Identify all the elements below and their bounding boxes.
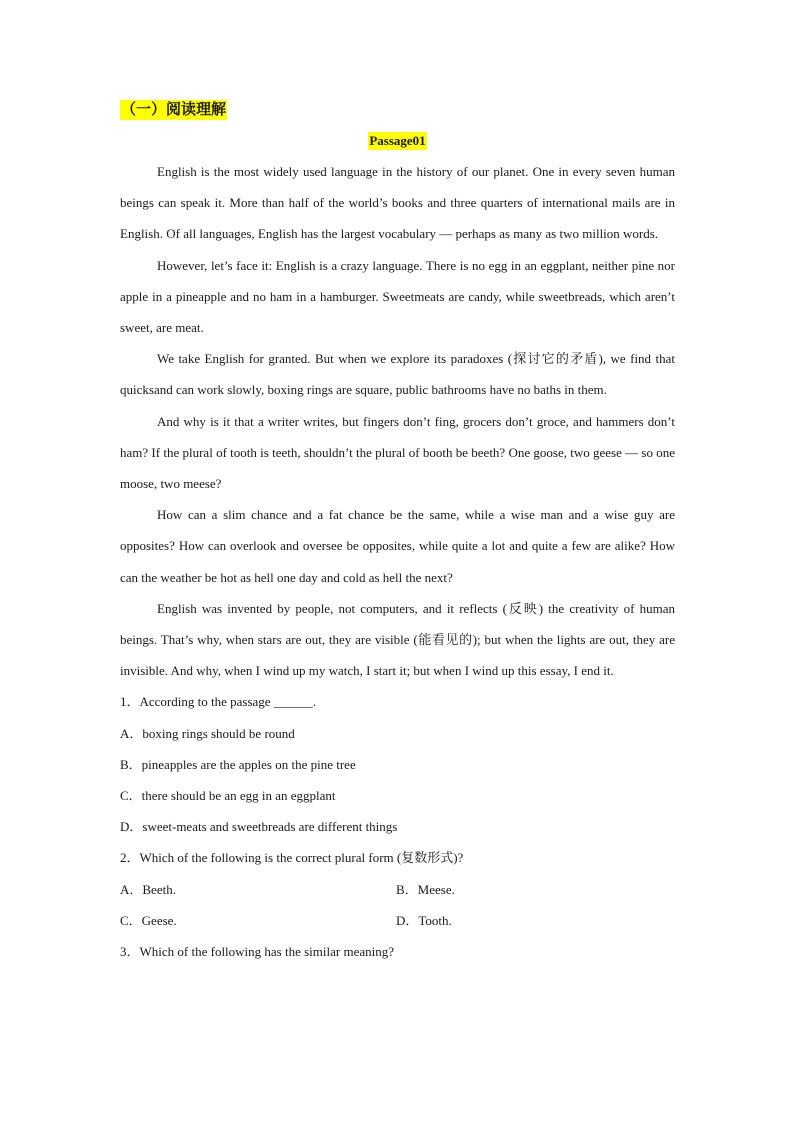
option-d: D．Tooth. [396,912,452,928]
question-3 [120,936,675,967]
option-a: A．boxing rings should be round [120,725,295,741]
section-heading [120,100,675,120]
option-a: A．Beeth. [120,881,176,897]
option-b: B．pineapples are the apples on the pine tree [120,756,356,772]
option-row [120,905,675,936]
passage-body [120,156,675,686]
paragraph: However, let’s face it: English is a crazy language. There is no egg in an eggplant, neither pine nor apple in a pineapple and no ham in a hamburger. Sweetmeats are candy, while sweetbreads, which aren’t sweet, are meat. [120,257,675,336]
question-stem: 1．According to the passage ______. [120,694,317,710]
option-d: D．sweet-meats and sweetbreads are different things [120,819,398,835]
paragraph: We take English for granted. But when we explore its paradoxes (探讨它的矛盾), we find that quicksand can work slowly, boxing rings are square, public bathrooms have no baths in them. [120,351,675,398]
passage-heading [120,132,675,150]
option-c: C．there should be an egg in an eggplant [120,788,336,804]
question-1 [120,686,675,842]
paragraph: And why is it that a writer writes, but fingers don’t fing, grocers don’t groce, and hammers don’t ham? If the plural of tooth is teeth, shouldn’t the plural of booth be beeth? One goose, two geese — so one moose, two meese? [120,413,675,492]
question-stem: 3．Which of the following has the similar meaning? [120,944,395,960]
question-stem: 2．Which of the following is the correct plural form (复数形式)? [120,850,464,866]
document-page [120,100,675,967]
passage-title: Passage01 [369,133,426,148]
paragraph: How can a slim chance and a fat chance be the same, while a wise man and a wise guy are opposites? How can overlook and oversee be opposites, while quite a lot and quite a few are alike? How can the weather be hot as hell one day and cold as hell the next? [120,507,675,585]
section-title: （一）阅读理解 [121,102,227,118]
question-2 [120,842,675,936]
option-row [120,874,675,905]
option-c: C．Geese. [120,912,177,928]
option-b: B．Meese. [396,881,455,897]
paragraph: English was invented by people, not computers, and it reflects (反映) the creativity of human beings. That’s why, when stars are out, they are visible (能看见的); but when the lights are out, they are invisible. And why, when I wind up my watch, I start it; but when I wind up this essay, I end it. [120,600,675,679]
paragraph: English is the most widely used language in the history of our planet. One in every seven human beings can speak it. More than half of the world’s books and three quarters of international mails are in English. Of all languages, English has the largest vocabulary — perhaps as many as two million words. [120,164,675,242]
